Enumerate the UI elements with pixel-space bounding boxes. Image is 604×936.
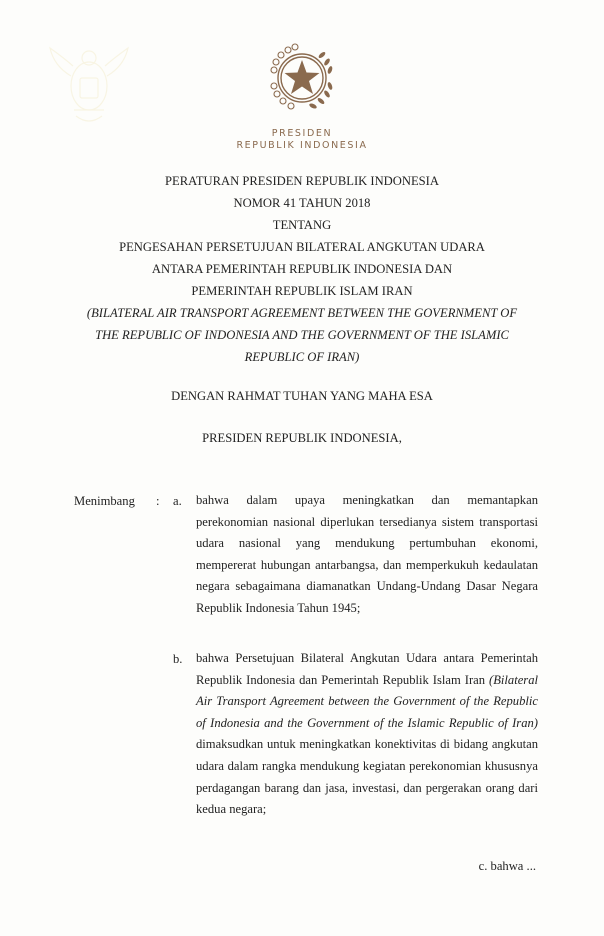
title-subject-2: ANTARA PEMERINTAH REPUBLIK INDONESIA DAN [151,262,453,276]
item-b-part-2-italic: (Bilateral Air Transport Agreement between the Government of the Republic of Indonesia and the Government of the Islamic Republic of Iran) [196,672,538,730]
item-b-marker: b. [173,652,183,666]
title-english-2: THE REPUBLIC OF INDONESIA AND THE GOVERNMENT OF THE ISLAMIC [95,328,509,342]
header-republic: REPUBLIK INDONESIA [236,140,368,151]
garuda-watermark-icon [46,36,132,132]
title-english-1: (BILATERAL AIR TRANSPORT AGREEMENT BETWEEN THE GOVERNMENT OF [86,306,518,320]
item-a-marker: a. [173,494,182,508]
grace-line: DENGAN RAHMAT TUHAN YANG MAHA ESA [171,389,433,403]
title-number: NOMOR 41 TAHUN 2018 [233,196,371,210]
page-continuation: c. bahwa ... [478,859,536,873]
header-president: PRESIDEN [271,128,333,139]
item-a-text: bahwa dalam upaya meningkatkan dan memantapkan perekonomian nasional diperlukan tersedianya sistem transportasi udara nasional yang mendukung pertumbuhan ekonomi, mempererat hubungan antarbangsa, dan memperkukuh kedaulatan negara sebagaimana diamanatkan Undang-Undang Dasar Negara Republik Indonesia Tahun 1945; [196,493,538,615]
presidential-star-emblem-icon [264,40,340,116]
title-english-3: REPUBLIC OF IRAN) [244,350,360,364]
title-subject-3: PEMERINTAH REPUBLIK ISLAM IRAN [191,284,413,298]
title-subject-1: PENGESAHAN PERSETUJUAN BILATERAL ANGKUTAN UDARA [119,240,485,254]
president-line: PRESIDEN REPUBLIK INDONESIA, [202,431,402,445]
item-b-part-1: bahwa Persetujuan Bilateral Angkutan Udara antara Pemerintah Republik Indonesia dan Pemerintah Republik Islam Iran [196,651,538,687]
item-b-text [196,648,538,821]
menimbang-colon: : [156,494,160,508]
title-regulation: PERATURAN PRESIDEN REPUBLIK INDONESIA [165,174,439,188]
menimbang-label: Menimbang [74,494,135,508]
item-b-part-3: dimaksudkan untuk meningkatkan konektivitas di bidang angkutan udara dalam rangka mendukung kegiatan perekonomian khususnya perdagangan barang dan jasa, investasi, dan pergerakan orang dari kedua negara; [196,737,538,817]
title-about: TENTANG [272,218,332,232]
